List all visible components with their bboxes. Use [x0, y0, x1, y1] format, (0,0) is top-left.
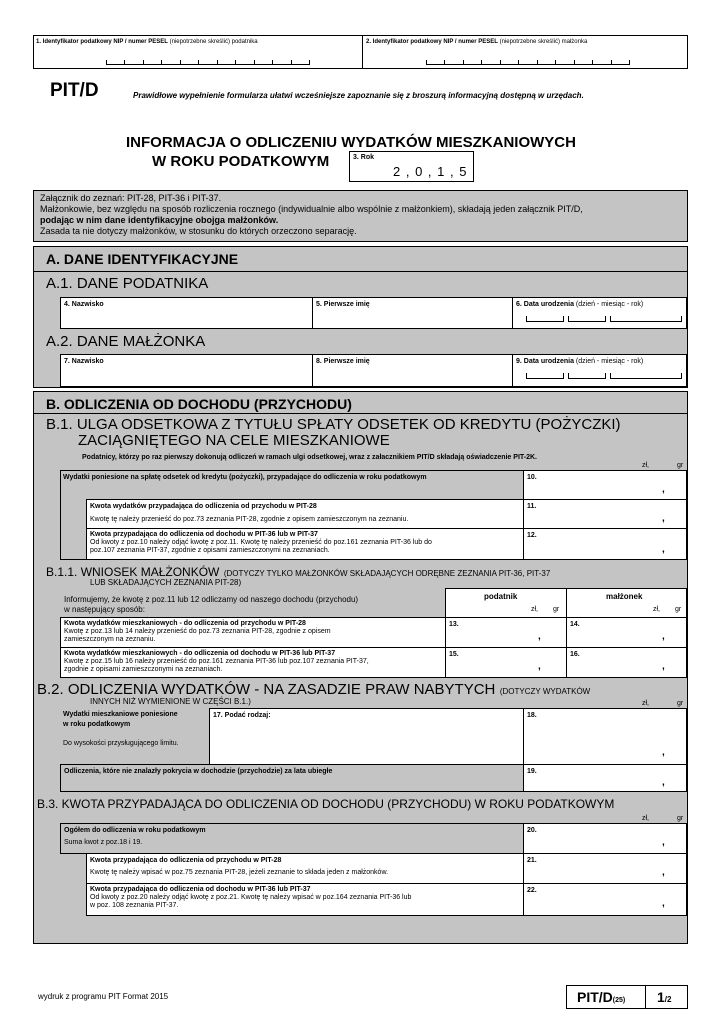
spouse-id-input[interactable] — [426, 56, 630, 66]
decimal-separator: , — [662, 513, 665, 524]
b11-info: Informujemy, że kwotę z poz.11 lub 12 odliczamy od naszego dochodu (przychodu) — [64, 595, 359, 604]
spouse-first-name-input[interactable] — [315, 367, 509, 385]
decimal-separator: , — [662, 661, 665, 672]
decimal-separator: , — [662, 631, 665, 642]
form-code: PIT/D — [50, 80, 99, 101]
section-a1-title: A.1. DANE PODATNIKA — [46, 275, 209, 292]
intro-line: Zasada ta nie dotyczy małżonków, w stosunku do których orzeczono separację. — [40, 226, 357, 236]
form-title: INFORMACJA O ODLICZENIU WYDATKÓW MIESZKANIOWYCH — [126, 134, 576, 151]
year-box[interactable] — [349, 151, 474, 182]
section-b3-title: B.3. KWOTA PRZYPADAJĄCA DO ODLICZENIA OD DOCHODU (PRZYCHODU) W ROKU PODATKOWYM — [37, 797, 615, 811]
row12-label-box — [86, 528, 524, 560]
row19-label-box — [60, 764, 524, 792]
field-20[interactable] — [523, 823, 687, 854]
row20-sub: Suma kwot z poz.18 i 19. — [64, 839, 143, 846]
field-12[interactable] — [523, 528, 687, 560]
row13-sub: Kwotę z poz.13 lub 14 należy przenieść do poz.73 zeznania PIT-28, zgodnie z opisem — [64, 628, 331, 635]
zl-header: zł, — [642, 815, 649, 822]
row17-left-label: w roku podatkowym — [63, 721, 131, 728]
row13-label-box — [60, 617, 446, 648]
row11-label: Kwota wydatków przypadająca do odliczenia od przychodu w PIT-28 — [90, 503, 317, 510]
field-number: 13. — [449, 621, 459, 628]
row15-sub: zgodnie z opisami zamieszczonymi na zeznaniach. — [64, 666, 223, 673]
field-number: 15. — [449, 651, 459, 658]
surname-label: 4. Nazwisko — [64, 301, 104, 308]
row22-label: Kwota przypadająca do odliczenia od dochodu w PIT-36 lub PIT-37 — [90, 886, 311, 893]
zl-header: zł, — [642, 462, 649, 469]
intro-box — [33, 190, 688, 242]
section-b-title: B. ODLICZENIA OD DOCHODU (PRZYCHODU) — [46, 396, 352, 412]
b11-column-headers — [445, 588, 687, 618]
row19-label: Odliczenia, które nie znalazły pokrycia w dochodzie (przychodzie) za lata ubiegłe — [64, 768, 333, 775]
zl-header: zł, — [531, 606, 538, 613]
section-b2-title-line2: INNYCH NIŻ WYMIENIONE W CZĘŚCI B.1.) — [90, 697, 251, 706]
b11-info-line2: w następujący sposób: — [64, 605, 145, 614]
section-a — [33, 246, 688, 388]
decimal-separator: , — [662, 837, 665, 848]
section-b11-note: LUB SKŁADAJĄCYCH ZEZNANIA PIT-28) — [90, 578, 242, 587]
row21-sub: Kwotę tę należy wpisać w poz.75 zeznania PIT-28, jeżeli zeznanie to składa jeden z małżonków. — [90, 869, 389, 876]
field-number: 10. — [527, 474, 537, 481]
row22-label-box — [86, 883, 524, 916]
spouse-birth-date-label: 9. Data urodzenia (dzień - miesiąc - rok) — [516, 358, 644, 365]
field-17[interactable] — [209, 708, 524, 765]
row12-sub: Od kwoty z poz.10 należy odjąć kwotę z poz.11. Kwotę tę należy przenieść do poz.161 zeznania PIT-36 lub do — [90, 539, 432, 546]
decimal-separator: , — [662, 747, 665, 758]
section-b11-title: B.1.1. WNIOSEK MAŁŻONKÓW (DOTYCZY TYLKO MAŁŻONKÓW SKŁADAJĄCYCH ODRĘBNE ZEZNANIA PIT-36, PIT-37 — [46, 565, 551, 579]
section-a-title: A. DANE IDENTYFIKACYJNE — [46, 251, 239, 267]
row20-label-box — [60, 823, 524, 854]
field-21[interactable] — [523, 853, 687, 884]
a1-fields — [60, 297, 687, 329]
field-number: 22. — [527, 887, 537, 894]
field-13[interactable] — [445, 617, 567, 648]
field-number: 14. — [570, 621, 580, 628]
a2-fields — [60, 354, 687, 387]
field-14[interactable] — [566, 617, 687, 648]
b1-note: Podatnicy, którzy po raz pierwszy dokonują odliczeń w ramach ulgi odsetkowej, wraz z załacznikiem PIT/D składają oświadczenie PIT-2K. — [82, 454, 537, 461]
form-hint: Prawidłowe wypełnienie formularza ułatwi wcześniejsze zapoznanie się z broszurą informacyjną dostępną w urzędach. — [133, 91, 584, 100]
row10-label: Wydatki poniesione na spłatę odsetek od kredytu (pożyczki), przypadające do odliczenia w roku podatkowym — [63, 474, 427, 481]
first-name-input[interactable] — [315, 310, 509, 327]
top-id-box — [33, 35, 688, 69]
decimal-separator: , — [662, 867, 665, 878]
section-b1-title-line2: ZACIĄGNIĘTEGO NA CELE MIESZKANIOWE — [78, 432, 390, 449]
page-number: 1/2 — [657, 989, 672, 1005]
row22-sub: w poz. 108 zeznania PIT-37. — [90, 902, 179, 909]
spouse-birth-date-input[interactable] — [526, 373, 681, 381]
row13-label: Kwota wydatków mieszkaniowych - do odliczenia od przychodu w PIT-28 — [64, 620, 306, 627]
row20-label: Ogółem do odliczenia w roku podatkowym — [64, 827, 206, 834]
field-15[interactable] — [445, 647, 567, 678]
row15-sub: Kwotę z poz.15 lub 16 należy przenieść do poz.161 zeznania PIT-36 lub poz.107 zeznania PIT-37, — [64, 658, 369, 665]
decimal-separator: , — [662, 777, 665, 788]
field-11[interactable] — [523, 499, 687, 529]
row12-label: Kwota przypadająca do odliczenia od dochodu w PIT-36 lub w PIT-37 — [90, 531, 318, 538]
field-19[interactable] — [523, 764, 687, 792]
zl-header: zł, — [642, 700, 649, 707]
zl-header: zł, — [653, 606, 660, 613]
decimal-separator: , — [662, 484, 665, 495]
first-name-label: 5. Pierwsze imię — [316, 301, 370, 308]
row12-sub: poz.107 zeznania PIT-37, zgodnie z opisami zamieszczonymi na zeznaniach. — [90, 547, 330, 554]
row11-sub: Kwotę tę należy przenieść do poz.73 zeznania PIT-28, zgodnie z opisem zamieszczonym na zeznaniu. — [90, 516, 409, 523]
field-number: 16. — [570, 651, 580, 658]
section-b2-title: B.2. ODLICZENIA WYDATKÓW - NA ZASADZIE PRAW NABYTYCH (DOTYCZY WYDATKÓW — [37, 681, 591, 698]
surname-input[interactable] — [63, 310, 309, 327]
spouse-first-name-label: 8. Pierwsze imię — [316, 358, 370, 365]
field-number: 19. — [527, 768, 537, 775]
decimal-separator: , — [662, 898, 665, 909]
intro-line: Załącznik do zeznań: PIT-28, PIT-36 i PIT-37. — [40, 193, 222, 203]
field-18[interactable] — [523, 708, 687, 765]
row22-sub: Od kwoty z poz.20 należy odjąć kwotę z poz.21. Kwotę tę należy wpisać w poz.164 zeznania PIT-36 lub — [90, 894, 412, 901]
row17-left-label: Wydatki mieszkaniowe poniesione — [63, 711, 178, 718]
row17-left-note: Do wysokości przysługującego limitu. — [63, 740, 179, 747]
decimal-separator: , — [538, 661, 541, 672]
section-b1-title: B.1. ULGA ODSETKOWA Z TYTUŁU SPŁATY ODSETEK OD KREDYTU (POŻYCZKI) — [46, 416, 621, 433]
field-number: 11. — [527, 503, 537, 510]
row15-label: Kwota wydatków mieszkaniowych - do odliczenia od dochodu w PIT-36 lub PIT-37 — [64, 650, 336, 657]
row21-label-box — [86, 853, 524, 884]
intro-line: podając w nim dane identyfikacyjne obojga małżonków. — [40, 215, 279, 225]
col-podatnik: podatnik — [484, 592, 518, 601]
gr-header: gr — [677, 700, 684, 707]
intro-line: Małżonkowie, bez względu na sposób rozliczenia rocznego (indywidualnie albo wspólnie z małżonkiem), składają jeden załącznik PIT/D, — [40, 204, 583, 214]
spouse-surname-label: 7. Nazwisko — [64, 358, 104, 365]
gr-header: gr — [677, 815, 684, 822]
row13-sub: zamieszczonym na zeznaniu. — [64, 636, 156, 643]
year-value: 2 , 0 , 1 , 5 — [393, 164, 468, 179]
field-number: 20. — [527, 827, 537, 834]
footer-form-code: PIT/D(25) — [577, 989, 626, 1005]
birth-date-input[interactable] — [526, 316, 681, 324]
field-number: 21. — [527, 857, 537, 864]
birth-date-label: 6. Data urodzenia (dzień - miesiąc - rok) — [516, 301, 644, 308]
field-17-label: 17. Podać rodzaj: — [213, 712, 271, 719]
field-number: 12. — [527, 532, 537, 539]
printed-by: wydruk z programu PIT Format 2015 — [38, 992, 169, 1001]
decimal-separator: , — [662, 544, 665, 555]
field-number: 18. — [527, 712, 537, 719]
row15-label-box — [60, 647, 446, 678]
spouse-id-label: 2. Identyfikator podatkowy NIP / numer PESEL (niepotrzebne skreślić) małżonka — [366, 39, 588, 45]
field-22[interactable] — [523, 883, 687, 916]
spouse-surname-input[interactable] — [63, 367, 309, 385]
gr-header: gr — [677, 462, 684, 469]
taxpayer-id-input[interactable] — [106, 56, 310, 66]
form-title-line2: W ROKU PODATKOWYM — [152, 153, 330, 170]
row11-label-box — [86, 499, 524, 529]
taxpayer-id-label: 1. Identyfikator podatkowy NIP / numer PESEL (niepotrzebne skreślić) podatnika — [36, 39, 258, 45]
col-malzonek: małżonek — [606, 592, 643, 601]
year-label: 3. Rok — [353, 154, 375, 161]
decimal-separator: , — [538, 631, 541, 642]
section-b — [33, 391, 688, 944]
gr-header: gr — [675, 606, 682, 613]
footer-form-box — [566, 985, 688, 1009]
field-16[interactable] — [566, 647, 687, 678]
gr-header: gr — [553, 606, 560, 613]
field-10[interactable] — [523, 470, 687, 500]
row21-label: Kwota przypadająca do odliczenia od przychodu w PIT-28 — [90, 857, 282, 864]
section-a2-title: A.2. DANE MAŁŻONKA — [46, 333, 206, 350]
